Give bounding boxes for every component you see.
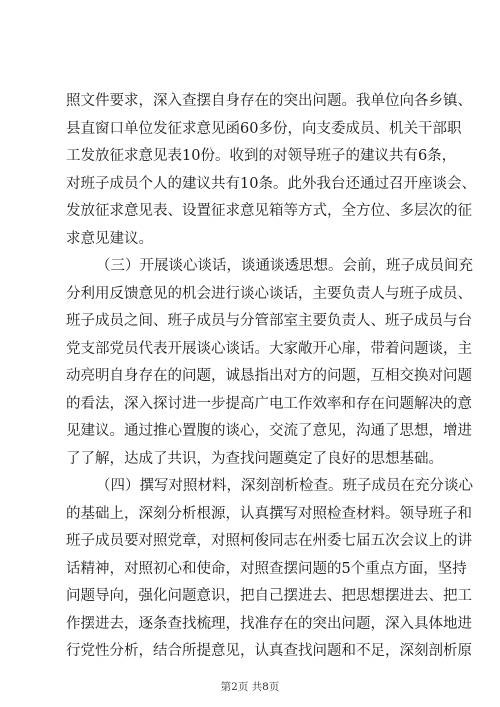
- text-line: （三）开展谈心谈话，谈通谈透思想。会前，班子成员间充: [96, 258, 473, 274]
- text-line: 的基础上，深刻分析根源，认真撰写对照检查材料。领导班子和: [66, 505, 472, 522]
- text-line: 对班子成员个人的建议共有10条。此外我台还通过召开座谈会、: [66, 175, 476, 192]
- text-line: 发放征求意见表、设置征求意见箱等方式，全方位、多层次的征: [66, 203, 472, 219]
- text-line: 求意见建议。: [66, 230, 153, 247]
- paragraph-3: [66, 473, 473, 666]
- text-line: 话精神，对照初心和使命，对照查摆问题的5个重点方面，坚持: [66, 560, 467, 577]
- text-line: 照文件要求，深入查摆自身存在的突出问题。我单位向各乡镇、: [66, 93, 472, 109]
- text-line: （四）撰写对照材料，深刻剖析检查。班子成员在充分谈心: [96, 478, 473, 494]
- text-line: 了了解，达成了共识，为查找问题奠定了良好的思想基础。: [66, 450, 443, 467]
- page-number-footer: 第2页 共8页: [220, 681, 280, 693]
- text-line: 行党性分析，结合所提意见，认真查找问题和不足，深刻剖析原: [66, 643, 472, 659]
- text-line: 工发放征求意见表10份。收到的对领导班子的建议共有6条，: [66, 148, 457, 164]
- document-body: [66, 88, 476, 666]
- text-line: 党支部党员代表开展谈心谈话。大家敞开心扉，带着问题谈，主: [66, 340, 472, 357]
- text-line: 县直窗口单位发征求意见函60多份，向支委成员、机关干部职: [66, 120, 462, 137]
- text-line: 的看法，深入探讨进一步提高广电工作效率和存在问题解决的意: [66, 395, 472, 412]
- paragraph-2: [66, 253, 473, 473]
- text-line: 分利用反馈意见的机会进行谈心谈话，主要负责人与班子成员、: [66, 285, 472, 302]
- text-line: 问题导向，强化问题意识，把自己摆进去、把思想摆进去、把工: [66, 588, 472, 604]
- text-line: 作摆进去，逐条查找梳理，找准存在的突出问题，深入具体地进: [66, 615, 472, 632]
- text-line: 动亮明自身存在的问题，诚恳指出对方的问题，互相交换对问题: [66, 368, 472, 384]
- text-line: 见建议。通过推心置腹的谈心，交流了意见，沟通了思想，增进: [66, 423, 472, 439]
- text-line: 班子成员之间、班子成员与分管部室主要负责人、班子成员与台: [66, 313, 472, 329]
- text-line: 班子成员要对照党章，对照柯俊同志在州委七届五次会议上的讲: [66, 533, 472, 549]
- paragraph-1: [66, 88, 476, 253]
